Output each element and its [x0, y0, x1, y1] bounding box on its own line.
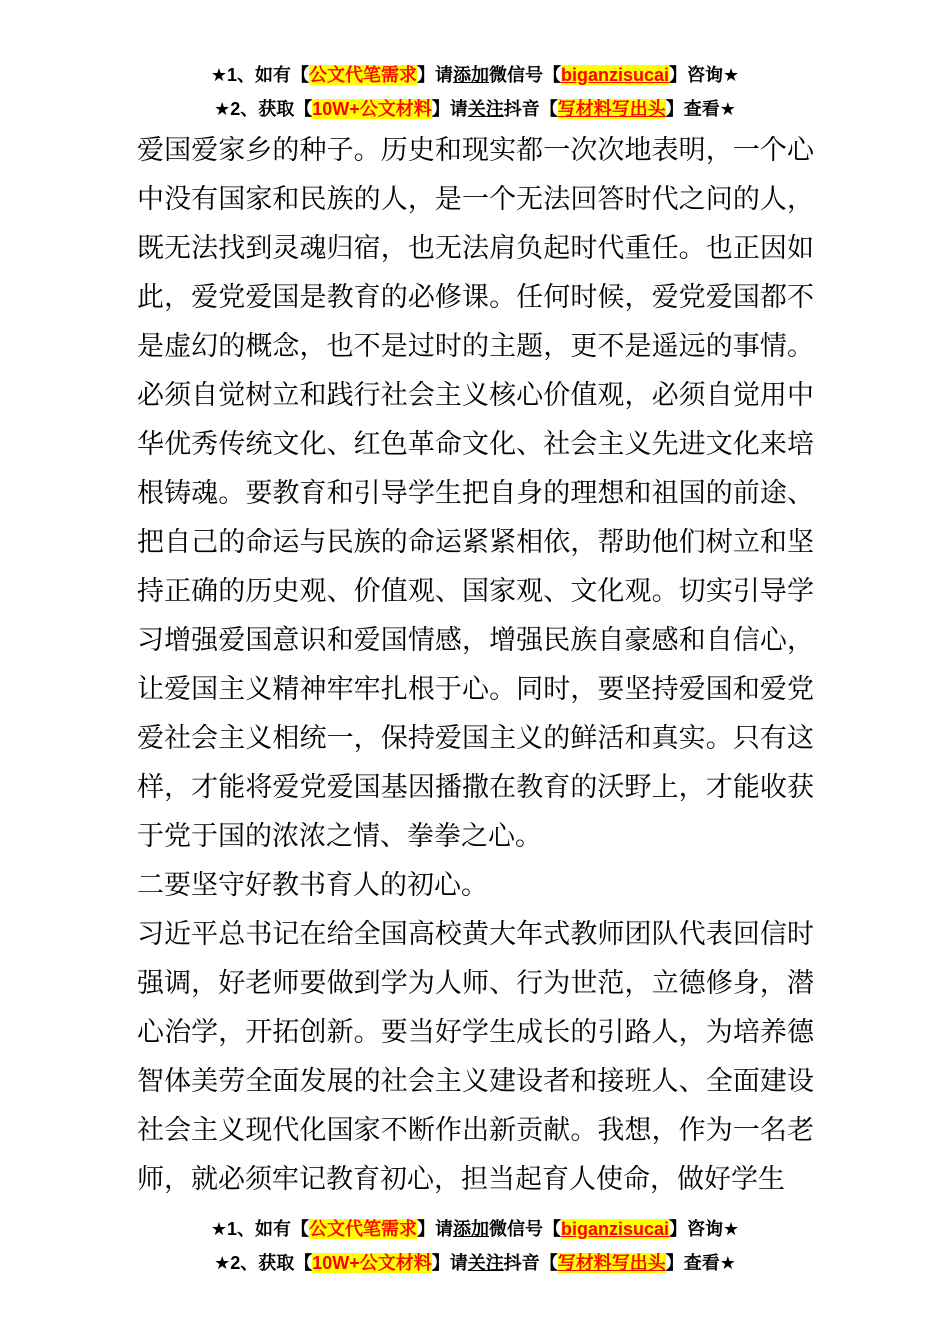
material-tag-highlight: 10W+公文材料 [312, 1253, 432, 1273]
notice-text: 微信号【 [488, 65, 561, 85]
material-tag-highlight: 10W+公文材料 [312, 99, 432, 119]
action-add-underline: 添加 [452, 65, 489, 85]
notice-text: 微信号【 [488, 1219, 561, 1239]
wechat-id-highlight: biganzisucai [560, 1219, 670, 1239]
notice-text: 】咨询★ [669, 65, 740, 85]
body-paragraph-2: 二要坚守好教书育人的初心。 [137, 870, 488, 900]
service-tag-highlight: 公文代笔需求 [308, 65, 417, 85]
notice-text: 】请 [416, 65, 453, 85]
notice-text: 】查看★ [665, 1253, 736, 1273]
document-body [137, 126, 814, 1204]
header-notice [0, 0, 950, 126]
notice-text: 抖音【 [503, 99, 558, 119]
header-notice-line-1 [0, 58, 950, 92]
douyin-id-highlight: 写材料写出头 [557, 99, 666, 119]
service-tag-highlight: 公文代笔需求 [308, 1219, 417, 1239]
notice-text: ★2、获取【 [214, 1253, 313, 1273]
notice-text: ★2、获取【 [214, 99, 313, 119]
notice-text: 】查看★ [665, 99, 736, 119]
header-notice-line-2 [0, 92, 950, 126]
wechat-id-highlight: biganzisucai [560, 65, 670, 85]
footer-notice [0, 1212, 950, 1280]
footer-notice-line-2 [0, 1246, 950, 1280]
action-follow-underline: 关注 [467, 99, 504, 119]
notice-text: 】咨询★ [669, 1219, 740, 1239]
body-paragraph-3: 习近平总书记在给全国高校黄大年式教师团队代表回信时强调，好老师要做到学为人师、行为世范，立德修身，潜心治学，开拓创新。要当好学生成长的引路人，为培养德智体美劳全面发展的社会主义建设者和接班人、全面建设社会主义现代化国家不断作出新贡献。我想，作为一名老师，就必须牢记教育初心，担当起育人使命，做好学生 [137, 919, 814, 1194]
douyin-id-highlight: 写材料写出头 [557, 1253, 666, 1273]
notice-text: 】请 [431, 1253, 468, 1273]
action-follow-underline: 关注 [467, 1253, 504, 1273]
footer-notice-line-1 [0, 1212, 950, 1246]
notice-text: 】请 [416, 1219, 453, 1239]
action-add-underline: 添加 [452, 1219, 489, 1239]
notice-text: ★1、如有【 [210, 1219, 309, 1239]
notice-text: ★1、如有【 [210, 65, 309, 85]
notice-text: 抖音【 [503, 1253, 558, 1273]
body-paragraph-1: 爱国爱家乡的种子。历史和现实都一次次地表明，一个心中没有国家和民族的人，是一个无法回答时代之问的人，既无法找到灵魂归宿，也无法肩负起时代重任。也正因如此，爱党爱国是教育的必修课。任何时候，爱党爱国都不是虚幻的概念，也不是过时的主题，更不是遥远的事情。必须自觉树立和践行社会主义核心价值观，必须自觉用中华优秀传统文化、红色革命文化、社会主义先进文化来培根铸魂。要教育和引导学生把自身的理想和祖国的前途、把自己的命运与民族的命运紧紧相依，帮助他们树立和坚持正确的历史观、价值观、国家观、文化观。切实引导学习增强爱国意识和爱国情感，增强民族自豪感和自信心，让爱国主义精神牢牢扎根于心。同时，要坚持爱国和爱党爱社会主义相统一，保持爱国主义的鲜活和真实。只有这样，才能将爱党爱国基因播撒在教育的沃野上，才能收获于党于国的浓浓之情、拳拳之心。 [137, 135, 814, 851]
notice-text: 】请 [431, 99, 468, 119]
